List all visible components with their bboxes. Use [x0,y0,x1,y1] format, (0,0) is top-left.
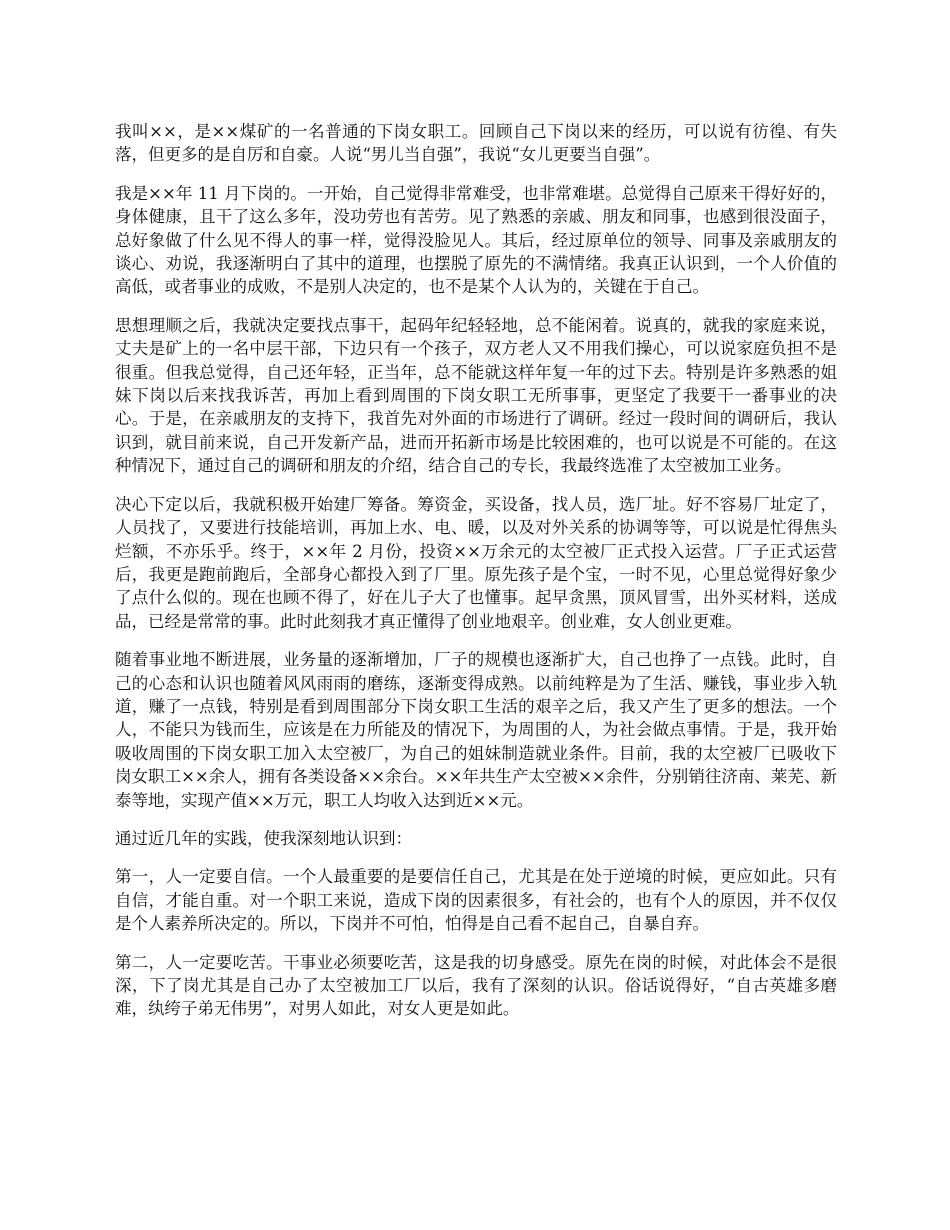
paragraph-3: 思想理顺之后，我就决定要找点事干，起码年纪轻轻地，总不能闲着。说真的，就我的家庭来说，丈夫是矿上的一名中层干部，下边只有一个孩子，双方老人又不用我们操心，可以说家庭负担不是很重。但我总觉得，自己还年轻，正当年，总不能就这样年复一年的过下去。特别是许多熟悉的姐妹下岗以后来找我诉苦，再加上看到周围的下岗女职工无所事事，更坚定了我要干一番事业的决心。于是，在亲戚朋友的支持下，我首先对外面的市场进行了调研。经过一段时间的调研后，我认识到，就目前来说，自己开发新产品，进而开拓新市场是比较困难的，也可以说是不可能的。在这种情况下，通过自己的调研和朋友的介绍，结合自己的专长，我最终选准了太空被加工业务。 [115,315,837,476]
paragraph-1: 我叫××，是××煤矿的一名普通的下岗女职工。回顾自己下岗以来的经历，可以说有彷徨、有失落，但更多的是自厉和自豪。人说“男儿当自强”，我说“女儿更要当自强”。 [115,122,837,165]
paragraph-4: 决心下定以后，我就积极开始建厂筹备。筹资金，买设备，找人员，选厂址。好不容易厂址定了，人员找了，又要进行技能培训，再加上水、电、暖，以及对外关系的协调等等，可以说是忙得焦头烂额，不亦乐乎。终于，××年 2 月份，投资××万余元的太空被厂正式投入运营。厂子正式运营后，我更是跑前跑后，全部身心都投入到了厂里。原先孩子是个宝，一时不见，心里总觉得好象少了点什么似的。现在也顾不得了，好在儿子大了也懂事。起早贪黑，顶风冒雪，出外买材料，送成品，已经是常常的事。此时此刻我才真正懂得了创业地艰辛。创业难，女人创业更难。 [115,494,837,631]
paragraph-2: 我是××年 11 月下岗的。一开始，自己觉得非常难受，也非常难堪。总觉得自己原来干得好好的，身体健康，且干了这么多年，没功劳也有苦劳。见了熟悉的亲戚、朋友和同事，也感到很没面子，总好象做了什么见不得人的事一样，觉得没脸见人。其后，经过原单位的领导、同事及亲戚朋友的谈心、劝说，我逐渐明白了其中的道理，也摆脱了原先的不满情绪。我真正认识到，一个人价值的高低，或者事业的成败，不是别人决定的，也不是某个人认为的，关键在于自己。 [115,183,837,297]
paragraph-7: 第一，人一定要自信。一个人最重要的是要信任自己，尤其是在处于逆境的时候，更应如此。只有自信，才能自重。对一个职工来说，造成下岗的因素很多，有社会的，也有个人的原因，并不仅仅是个人素养所决定的。所以，下岗并不可怕，怕得是自己看不起自己，自暴自弃。 [115,867,837,934]
document-body [115,120,837,1036]
paragraph-8: 第二，人一定要吃苦。干事业必须要吃苦，这是我的切身感受。原先在岗的时候，对此体会不是很深，下了岗尤其是自己办了太空被加工厂以后，我有了深刻的认识。俗话说得好，“自古英雄多磨难，纨绔子弟无伟男”，对男人如此，对女人更是如此。 [115,952,837,1019]
paragraph-5: 随着事业地不断进展，业务量的逐渐增加，厂子的规模也逐渐扩大，自己也挣了一点钱。此时，自己的心态和认识也随着风风雨雨的磨练，逐渐变得成熟。以前纯粹是为了生活、赚钱，事业步入轨道，赚了一点钱，特别是看到周围部分下岗女职工生活的艰辛之后，我又产生了更多的想法。一个人，不能只为钱而生，应该是在力所能及的情况下，为周围的人，为社会做点事情。于是，我开始吸收周围的下岗女职工加入太空被厂，为自己的姐妹制造就业条件。目前，我的太空被厂已吸收下岗女职工××余人，拥有各类设备××余台。××年共生产太空被××余件，分别销往济南、莱芜、新泰等地，实现产值××万元，职工人均收入达到近××元。 [115,650,837,810]
paragraph-6: 通过近几年的实践，使我深刻地认识到： [115,828,412,848]
